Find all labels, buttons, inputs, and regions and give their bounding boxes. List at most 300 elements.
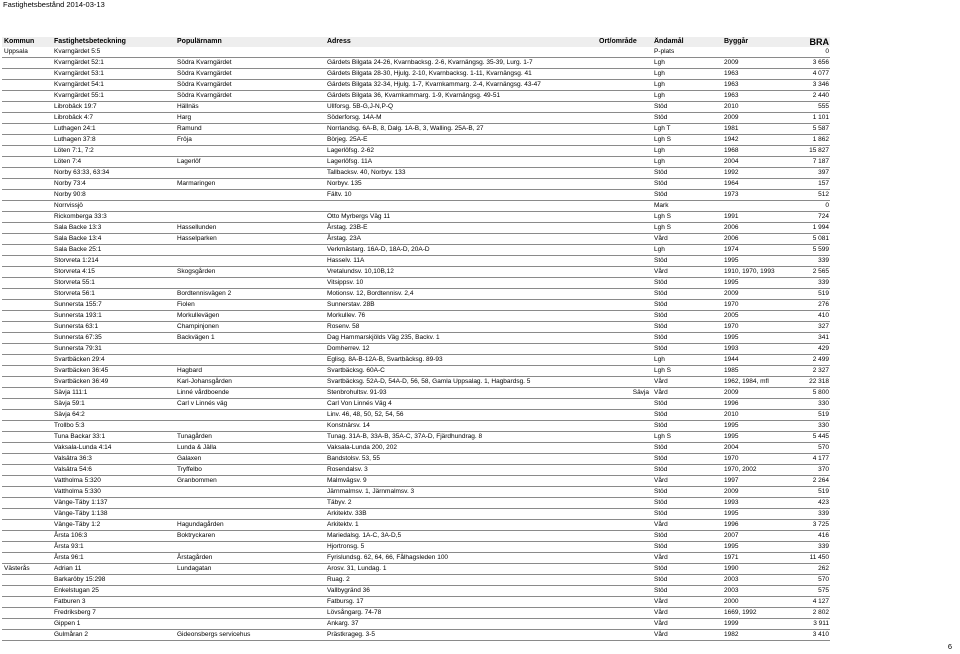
cell-byggar: 2007 bbox=[724, 532, 739, 539]
cell-kommun bbox=[2, 91, 52, 102]
cell-kommun bbox=[2, 586, 52, 597]
cell-byggar: 1981 bbox=[724, 125, 739, 132]
cell-bra: 575 bbox=[818, 587, 829, 594]
cell-byggar: 2006 bbox=[724, 224, 739, 231]
cell-popularnamn bbox=[175, 201, 325, 212]
table-row bbox=[2, 212, 830, 223]
cell-byggar: 2010 bbox=[724, 103, 739, 110]
cell-fastighetsbeteckning: Gulmåran 2 bbox=[54, 631, 88, 638]
cell-ort-omrade bbox=[597, 619, 652, 630]
table-row bbox=[2, 454, 830, 465]
cell-adress: Börjeg. 25A-E bbox=[327, 136, 368, 143]
cell-byggar: 2003 bbox=[724, 587, 739, 594]
cell-popularnamn bbox=[175, 190, 325, 201]
cell-popularnamn bbox=[175, 421, 325, 432]
cell-byggar: 1963 bbox=[724, 92, 739, 99]
cell-andamal: Vård bbox=[654, 631, 668, 638]
cell-andamal: Stöd bbox=[654, 169, 668, 176]
cell-byggar: 1970 bbox=[724, 323, 739, 330]
cell-byggar: 1669, 1992 bbox=[724, 609, 757, 616]
table-row bbox=[2, 333, 830, 344]
cell-ort-omrade bbox=[597, 509, 652, 520]
cell-kommun bbox=[2, 256, 52, 267]
cell-kommun bbox=[2, 542, 52, 553]
cell-ort-omrade bbox=[597, 366, 652, 377]
table-row bbox=[2, 256, 830, 267]
cell-andamal: Stöd bbox=[654, 444, 668, 451]
cell-fastighetsbeteckning: Sala Backe 13:4 bbox=[54, 235, 102, 242]
cell-andamal: Lgh bbox=[654, 81, 665, 88]
cell-byggar: 1968 bbox=[724, 147, 739, 154]
cell-ort-omrade bbox=[597, 355, 652, 366]
cell-popularnamn: Södra Kvarngärdet bbox=[177, 59, 232, 66]
cell-kommun bbox=[2, 124, 52, 135]
cell-byggar: 1910, 1970, 1993 bbox=[724, 268, 775, 275]
cell-adress: Tunag. 31A-B, 33A-B, 35A-C, 37A-D, Fjärdhundrag. 8 bbox=[327, 433, 483, 440]
table-row bbox=[2, 608, 830, 619]
cell-adress: Järnmalmsv. 1, Järnmalmsv. 3 bbox=[327, 488, 415, 495]
cell-bra: 1 994 bbox=[812, 224, 829, 231]
cell-bra: 519 bbox=[818, 290, 829, 297]
cell-bra: 3 911 bbox=[813, 620, 829, 627]
cell-adress: Prästkrageg. 3-5 bbox=[327, 631, 376, 638]
cell-popularnamn bbox=[175, 586, 325, 597]
cell-popularnamn bbox=[175, 146, 325, 157]
table-row bbox=[2, 443, 830, 454]
cell-bra: 2 440 bbox=[812, 92, 829, 99]
cell-adress: Verkmästarg. 16A-D, 18A-D, 20A-D bbox=[327, 246, 430, 253]
cell-ort-omrade bbox=[597, 179, 652, 190]
cell-fastighetsbeteckning: Gippen 1 bbox=[54, 620, 81, 627]
cell-andamal: Lgh bbox=[654, 356, 665, 363]
cell-adress: Ankarg. 37 bbox=[327, 620, 359, 627]
cell-ort-omrade bbox=[597, 157, 652, 168]
cell-ort-omrade bbox=[597, 201, 652, 212]
cell-kommun bbox=[2, 399, 52, 410]
cell-bra: 5 081 bbox=[812, 235, 829, 242]
cell-adress: Täbyv. 2 bbox=[327, 499, 352, 506]
cell-byggar: 1944 bbox=[724, 356, 739, 363]
cell-popularnamn: Marmaringen bbox=[177, 180, 216, 187]
table-row bbox=[2, 421, 830, 432]
cell-andamal: Stöd bbox=[654, 532, 668, 539]
cell-popularnamn: Tunagården bbox=[177, 433, 212, 440]
cell-ort-omrade bbox=[597, 223, 652, 234]
cell-kommun bbox=[2, 179, 52, 190]
cell-byggar: 1995 bbox=[724, 422, 739, 429]
cell-adress: Linv. 46, 48, 50, 52, 54, 56 bbox=[327, 411, 404, 418]
cell-adress: Gärdets Bilgata 28-30, Hjulg. 2-10, Kvarnbacksg. 1-11, Kvarnängsg. 41 bbox=[327, 70, 532, 77]
cell-andamal: Lgh bbox=[654, 147, 665, 154]
cell-kommun bbox=[2, 300, 52, 311]
cell-kommun bbox=[2, 388, 52, 399]
cell-kommun bbox=[2, 597, 52, 608]
cell-andamal: Lgh bbox=[654, 158, 665, 165]
cell-adress: Morkullev. 76 bbox=[327, 312, 366, 319]
cell-andamal: Lgh S bbox=[654, 433, 671, 440]
cell-bra: 397 bbox=[818, 169, 829, 176]
cell-fastighetsbeteckning: Vattholma 5:330 bbox=[54, 488, 101, 495]
cell-kommun bbox=[2, 245, 52, 256]
cell-ort-omrade bbox=[597, 190, 652, 201]
cell-kommun bbox=[2, 58, 52, 69]
cell-byggar: 1973 bbox=[724, 191, 739, 198]
cell-fastighetsbeteckning: Enkelstugan 25 bbox=[54, 587, 99, 594]
cell-byggar: 1970, 2002 bbox=[724, 466, 757, 473]
cell-kommun bbox=[2, 157, 52, 168]
table-row bbox=[2, 476, 830, 487]
cell-andamal: Stöd bbox=[654, 488, 668, 495]
table-row bbox=[2, 520, 830, 531]
cell-fastighetsbeteckning: Fatburen 3 bbox=[54, 598, 86, 605]
cell-ort-omrade bbox=[597, 344, 652, 355]
cell-ort-omrade bbox=[597, 135, 652, 146]
cell-bra: 1 101 bbox=[812, 114, 829, 121]
cell-byggar: 1990 bbox=[724, 565, 739, 572]
cell-fastighetsbeteckning: Årsta 96:1 bbox=[54, 554, 84, 561]
cell-kommun bbox=[2, 135, 52, 146]
cell-popularnamn: Södra Kvarngärdet bbox=[177, 70, 232, 77]
cell-bra: 555 bbox=[818, 103, 829, 110]
cell-byggar: 1999 bbox=[724, 620, 739, 627]
table-row bbox=[2, 179, 830, 190]
cell-adress: Otto Myrbergs Väg 11 bbox=[327, 213, 391, 220]
cell-popularnamn: Hasselparken bbox=[177, 235, 217, 242]
cell-fastighetsbeteckning: Årsta 93:1 bbox=[54, 543, 84, 550]
cell-kommun bbox=[2, 487, 52, 498]
cell-popularnamn: Hassellunden bbox=[177, 224, 217, 231]
header-ort-omrade: Ort/område bbox=[599, 38, 637, 45]
cell-andamal: Lgh bbox=[654, 59, 665, 66]
table-row bbox=[2, 223, 830, 234]
cell-fastighetsbeteckning: Storvreta 56:1 bbox=[54, 290, 95, 297]
cell-kommun bbox=[2, 278, 52, 289]
cell-andamal: Stöd bbox=[654, 103, 668, 110]
table-row bbox=[2, 487, 830, 498]
cell-ort-omrade bbox=[597, 487, 652, 498]
cell-byggar: 2000 bbox=[724, 598, 739, 605]
cell-fastighetsbeteckning: Kvarngärdet 5:5 bbox=[54, 48, 101, 55]
table-row bbox=[2, 47, 830, 58]
cell-fastighetsbeteckning: Norby 63:33, 63:34 bbox=[54, 169, 110, 176]
cell-adress: Fyrislundsg. 62, 64, 66, Fålhagsleden 100 bbox=[327, 554, 449, 561]
table-row bbox=[2, 498, 830, 509]
cell-bra: 5 587 bbox=[812, 125, 829, 132]
cell-fastighetsbeteckning: Storvreta 55:1 bbox=[54, 279, 95, 286]
cell-kommun bbox=[2, 80, 52, 91]
cell-byggar: 2006 bbox=[724, 235, 739, 242]
table-row bbox=[2, 399, 830, 410]
cell-kommun bbox=[2, 344, 52, 355]
cell-fastighetsbeteckning: Storvreta 4:15 bbox=[54, 268, 95, 275]
cell-kommun bbox=[2, 619, 52, 630]
cell-kommun bbox=[2, 509, 52, 520]
cell-andamal: Stöd bbox=[654, 565, 668, 572]
cell-byggar: 1993 bbox=[724, 499, 739, 506]
cell-andamal: Lgh S bbox=[654, 213, 671, 220]
cell-popularnamn bbox=[175, 608, 325, 619]
cell-popularnamn bbox=[175, 168, 325, 179]
cell-byggar: 2009 bbox=[724, 114, 739, 121]
cell-adress: Dag Hammarskjölds Väg 235, Backv. 1 bbox=[327, 334, 440, 341]
cell-byggar: 2004 bbox=[724, 158, 739, 165]
cell-popularnamn: Galaxen bbox=[177, 455, 202, 462]
cell-bra: 22 318 bbox=[809, 378, 829, 385]
cell-fastighetsbeteckning: Löten 7:4 bbox=[54, 158, 82, 165]
cell-bra: 570 bbox=[818, 444, 829, 451]
cell-kommun bbox=[2, 267, 52, 278]
cell-bra: 157 bbox=[818, 180, 829, 187]
cell-bra: 0 bbox=[825, 48, 829, 55]
cell-fastighetsbeteckning: Vänge-Täby 1:2 bbox=[54, 521, 101, 528]
cell-popularnamn: Årstagården bbox=[177, 554, 213, 561]
cell-fastighetsbeteckning: Norby 73:4 bbox=[54, 180, 86, 187]
cell-byggar: 1963 bbox=[724, 70, 739, 77]
table-row bbox=[2, 289, 830, 300]
cell-byggar: 2010 bbox=[724, 411, 739, 418]
cell-andamal: Vård bbox=[654, 389, 668, 396]
cell-bra: 519 bbox=[818, 411, 829, 418]
cell-andamal: Vård bbox=[654, 477, 668, 484]
cell-bra: 2 565 bbox=[812, 268, 829, 275]
cell-ort-omrade bbox=[597, 531, 652, 542]
cell-ort-omrade bbox=[597, 377, 652, 388]
cell-ort-omrade bbox=[597, 69, 652, 80]
cell-ort-omrade bbox=[597, 278, 652, 289]
table-row bbox=[2, 465, 830, 476]
cell-ort-omrade bbox=[597, 443, 652, 454]
table-row bbox=[2, 597, 830, 608]
cell-adress: Arosv. 31, Lundag. 1 bbox=[327, 565, 387, 572]
cell-fastighetsbeteckning: Librobäck 19:7 bbox=[54, 103, 97, 110]
cell-adress: Motionsv. 12, Bordtennisv. 2,4 bbox=[327, 290, 414, 297]
cell-bra: 5 599 bbox=[812, 246, 829, 253]
header-popularnamn: Populärnamn bbox=[177, 38, 222, 45]
table-row bbox=[2, 322, 830, 333]
cell-kommun bbox=[2, 333, 52, 344]
cell-byggar: 2003 bbox=[724, 576, 739, 583]
cell-adress: Lagerlöfsg. 11A bbox=[327, 158, 373, 165]
cell-fastighetsbeteckning: Sunnersta 79:31 bbox=[54, 345, 102, 352]
cell-kommun bbox=[2, 201, 52, 212]
table-row bbox=[2, 542, 830, 553]
cell-fastighetsbeteckning: Kvarngärdet 54:1 bbox=[54, 81, 104, 88]
cell-popularnamn: Champinjonen bbox=[177, 323, 219, 330]
cell-popularnamn: Södra Kvarngärdet bbox=[177, 81, 232, 88]
cell-andamal: Lgh S bbox=[654, 367, 671, 374]
cell-popularnamn bbox=[175, 47, 325, 58]
cell-bra: 15 827 bbox=[809, 147, 829, 154]
cell-andamal: Vård bbox=[654, 609, 668, 616]
cell-bra: 0 bbox=[825, 202, 829, 209]
cell-fastighetsbeteckning: Barkaröby 15:298 bbox=[54, 576, 106, 583]
cell-andamal: Lgh bbox=[654, 246, 665, 253]
property-table-container bbox=[2, 37, 830, 641]
cell-ort-omrade bbox=[597, 542, 652, 553]
cell-kommun bbox=[2, 322, 52, 333]
cell-adress: Sunnerstav. 28B bbox=[327, 301, 375, 308]
cell-adress: Rosendalsv. 3 bbox=[327, 466, 368, 473]
cell-fastighetsbeteckning: Trollbo 5:3 bbox=[54, 422, 85, 429]
cell-byggar: 1942 bbox=[724, 136, 739, 143]
cell-popularnamn bbox=[175, 498, 325, 509]
cell-adress: Mariedalsg. 1A-C, 3A-D,5 bbox=[327, 532, 402, 539]
cell-bra: 370 bbox=[818, 466, 829, 473]
cell-popularnamn: Tryffelbo bbox=[177, 466, 202, 473]
cell-ort-omrade bbox=[597, 256, 652, 267]
table-row bbox=[2, 553, 830, 564]
cell-bra: 330 bbox=[818, 422, 829, 429]
header-andamal: Ändamål bbox=[654, 38, 684, 45]
property-table bbox=[2, 37, 830, 641]
cell-byggar: 2004 bbox=[724, 444, 739, 451]
cell-fastighetsbeteckning: Norby 90:8 bbox=[54, 191, 86, 198]
cell-andamal: Vård bbox=[654, 378, 668, 385]
cell-fastighetsbeteckning: Luthagen 24:1 bbox=[54, 125, 96, 132]
cell-popularnamn: Södra Kvarngärdet bbox=[177, 92, 232, 99]
cell-andamal: Stöd bbox=[654, 180, 668, 187]
cell-byggar bbox=[722, 201, 782, 212]
cell-andamal: Stöd bbox=[654, 191, 668, 198]
cell-adress: Norrlandsg. 6A-B, 8, Dalg. 1A-B, 3, Walling. 25A-B, 27 bbox=[327, 125, 484, 132]
cell-bra: 410 bbox=[818, 312, 829, 319]
cell-adress: Fatbursg. 17 bbox=[327, 598, 364, 605]
cell-ort-omrade bbox=[597, 421, 652, 432]
cell-bra: 1 862 bbox=[812, 136, 829, 143]
cell-ort-omrade bbox=[597, 58, 652, 69]
cell-bra: 339 bbox=[818, 510, 829, 517]
cell-popularnamn: Linné vårdboende bbox=[177, 389, 230, 396]
cell-adress: Stenbrohultsv. 91-93 bbox=[327, 389, 387, 396]
cell-fastighetsbeteckning: Sala Backe 13:3 bbox=[54, 224, 102, 231]
cell-bra: 2 499 bbox=[812, 356, 829, 363]
cell-andamal: Stöd bbox=[654, 576, 668, 583]
cell-ort-omrade bbox=[597, 322, 652, 333]
cell-adress: Svartbäcksg. 52A-D, 54A-D, 56, 58, Gamla Uppsalag. 1, Hagbardsg. 5 bbox=[327, 378, 531, 385]
cell-fastighetsbeteckning: Kvarngärdet 55:1 bbox=[54, 92, 104, 99]
cell-andamal: Stöd bbox=[654, 587, 668, 594]
cell-adress: Gärdets Bilgata 36, Kvarnkammarg. 1-9, Kvarnängsg. 49-51 bbox=[327, 92, 501, 99]
table-row bbox=[2, 135, 830, 146]
cell-byggar: 2009 bbox=[724, 389, 739, 396]
cell-fastighetsbeteckning: Rickomberga 33:3 bbox=[54, 213, 107, 220]
table-row bbox=[2, 388, 830, 399]
table-row bbox=[2, 69, 830, 80]
cell-andamal: Stöd bbox=[654, 422, 668, 429]
table-row bbox=[2, 377, 830, 388]
cell-byggar: 1963 bbox=[724, 81, 739, 88]
cell-byggar: 1982 bbox=[724, 631, 739, 638]
cell-bra: 570 bbox=[818, 576, 829, 583]
table-row bbox=[2, 157, 830, 168]
cell-andamal: Stöd bbox=[654, 279, 668, 286]
cell-byggar: 2009 bbox=[724, 290, 739, 297]
cell-byggar: 1995 bbox=[724, 279, 739, 286]
cell-fastighetsbeteckning: Årsta 106:3 bbox=[54, 532, 88, 539]
cell-kommun bbox=[2, 498, 52, 509]
cell-popularnamn bbox=[175, 344, 325, 355]
cell-andamal: Stöd bbox=[654, 290, 668, 297]
cell-popularnamn bbox=[175, 355, 325, 366]
cell-bra: 3 656 bbox=[812, 59, 829, 66]
table-row bbox=[2, 267, 830, 278]
header-fastighetsbeteckning: Fastighetsbeteckning bbox=[54, 38, 126, 45]
cell-byggar: 1985 bbox=[724, 367, 739, 374]
table-row bbox=[2, 575, 830, 586]
table-row bbox=[2, 300, 830, 311]
cell-byggar: 1993 bbox=[724, 345, 739, 352]
header-bra: BRA bbox=[809, 37, 829, 47]
cell-popularnamn bbox=[175, 619, 325, 630]
cell-kommun bbox=[2, 69, 52, 80]
table-body bbox=[2, 47, 830, 641]
cell-ort-omrade bbox=[597, 432, 652, 443]
cell-andamal: Stöd bbox=[654, 345, 668, 352]
cell-popularnamn: Skogsgården bbox=[177, 268, 216, 275]
cell-adress: Konstnärsv. 14 bbox=[327, 422, 370, 429]
header-adress: Adress bbox=[327, 38, 351, 45]
cell-andamal: Vård bbox=[654, 268, 668, 275]
cell-popularnamn: Morkullevägen bbox=[177, 312, 220, 319]
cell-andamal: Lgh S bbox=[654, 136, 671, 143]
cell-ort-omrade bbox=[597, 113, 652, 124]
table-row bbox=[2, 80, 830, 91]
cell-adress: Vretalundsv. 10,10B,12 bbox=[327, 268, 394, 275]
cell-kommun bbox=[2, 223, 52, 234]
cell-bra: 2 264 bbox=[812, 477, 829, 484]
cell-popularnamn: Granbommen bbox=[177, 477, 217, 484]
cell-adress: Domherrev. 12 bbox=[327, 345, 370, 352]
cell-byggar: 1992 bbox=[724, 169, 739, 176]
cell-kommun bbox=[2, 102, 52, 113]
cell-bra: 724 bbox=[818, 213, 829, 220]
cell-fastighetsbeteckning: Fredriksberg 7 bbox=[54, 609, 96, 616]
cell-ort-omrade bbox=[597, 311, 652, 322]
cell-popularnamn: Hagbard bbox=[177, 367, 202, 374]
cell-kommun bbox=[2, 531, 52, 542]
cell-ort-omrade bbox=[597, 212, 652, 223]
cell-fastighetsbeteckning: Sävja 111:1 bbox=[54, 389, 88, 396]
table-row bbox=[2, 168, 830, 179]
cell-kommun bbox=[2, 355, 52, 366]
cell-popularnamn: Gideonsbergs servicehus bbox=[177, 631, 251, 638]
cell-adress: Hasselv. 11A bbox=[327, 257, 365, 264]
cell-bra: 4 177 bbox=[812, 455, 829, 462]
cell-andamal: Vård bbox=[654, 554, 668, 561]
cell-byggar: 1995 bbox=[724, 334, 739, 341]
cell-adress: Bandstolsv. 53, 55 bbox=[327, 455, 380, 462]
cell-fastighetsbeteckning: Kvarngärdet 52:1 bbox=[54, 59, 104, 66]
cell-kommun bbox=[2, 476, 52, 487]
cell-kommun bbox=[2, 421, 52, 432]
table-row bbox=[2, 564, 830, 575]
cell-byggar: 1970 bbox=[724, 455, 739, 462]
cell-ort-omrade bbox=[597, 597, 652, 608]
cell-kommun bbox=[2, 608, 52, 619]
table-row bbox=[2, 278, 830, 289]
header-byggar: Byggår bbox=[724, 38, 749, 45]
cell-fastighetsbeteckning: Svartbäcken 36:49 bbox=[54, 378, 109, 385]
table-row bbox=[2, 355, 830, 366]
cell-fastighetsbeteckning: Vänge-Täby 1:138 bbox=[54, 510, 108, 517]
cell-byggar: 2009 bbox=[724, 59, 739, 66]
cell-ort-omrade bbox=[597, 300, 652, 311]
cell-adress: Vitsippsv. 10 bbox=[327, 279, 364, 286]
cell-bra: 2 327 bbox=[812, 367, 829, 374]
cell-byggar: 1971 bbox=[724, 554, 739, 561]
cell-ort-omrade bbox=[597, 586, 652, 597]
cell-bra: 11 450 bbox=[809, 554, 829, 561]
